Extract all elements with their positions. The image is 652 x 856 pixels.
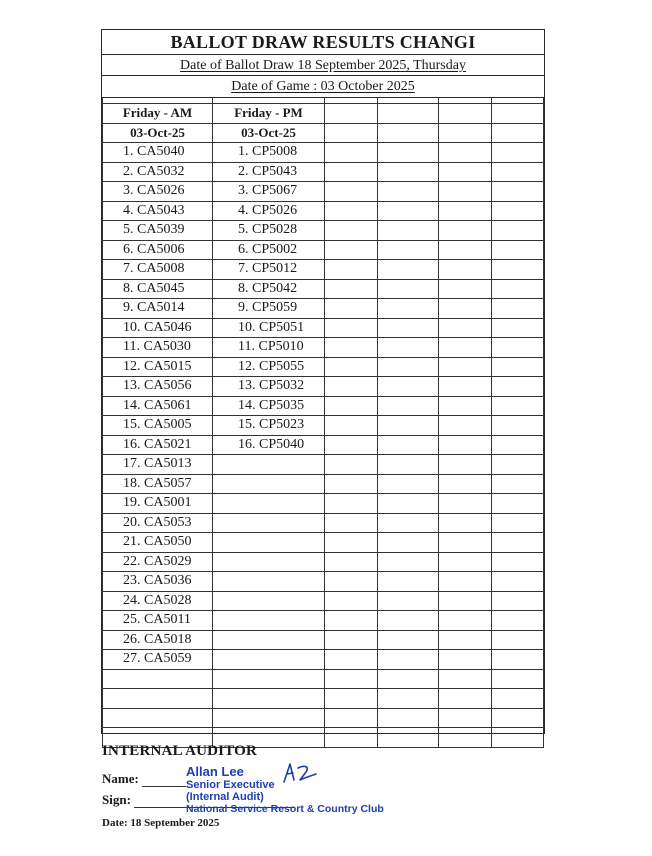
empty-cell [492, 630, 544, 650]
empty-cell [325, 708, 378, 728]
empty-cell [492, 728, 544, 748]
pm-result-cell: 15. CP5023 [213, 416, 325, 436]
pm-result-cell: 3. CP5067 [213, 182, 325, 202]
result-row [103, 318, 544, 338]
result-row [103, 357, 544, 377]
pm-result-cell [213, 513, 325, 533]
table-cell [439, 123, 492, 143]
empty-cell [492, 572, 544, 592]
am-result-cell: 5. CA5039 [103, 221, 213, 241]
stamp-department: (Internal Audit) [186, 791, 264, 803]
empty-cell [378, 689, 439, 709]
am-result-cell: 12. CA5015 [103, 357, 213, 377]
empty-cell [492, 513, 544, 533]
empty-cell [378, 201, 439, 221]
empty-cell [439, 201, 492, 221]
empty-cell [492, 650, 544, 670]
empty-cell [325, 455, 378, 475]
empty-cell [492, 533, 544, 553]
auditor-heading: INTERNAL AUDITOR [102, 743, 258, 759]
pm-result-cell [213, 611, 325, 631]
pm-result-cell [213, 689, 325, 709]
empty-cell [378, 474, 439, 494]
empty-cell [492, 416, 544, 436]
am-result-cell: 7. CA5008 [103, 260, 213, 280]
stamp-name: Allan Lee [186, 764, 244, 779]
empty-cell [492, 260, 544, 280]
empty-cell [439, 357, 492, 377]
empty-cell [492, 611, 544, 631]
empty-cell [439, 474, 492, 494]
pm-result-cell [213, 474, 325, 494]
result-row [103, 591, 544, 611]
result-row [103, 630, 544, 650]
empty-cell [378, 221, 439, 241]
result-row [103, 650, 544, 670]
pm-result-cell: 7. CP5012 [213, 260, 325, 280]
empty-cell [492, 338, 544, 358]
empty-cell [492, 455, 544, 475]
table-cell [492, 123, 544, 143]
am-result-cell: 20. CA5053 [103, 513, 213, 533]
result-row [103, 669, 544, 689]
empty-cell [492, 435, 544, 455]
empty-cell [325, 396, 378, 416]
empty-cell [325, 143, 378, 163]
am-result-cell: 4. CA5043 [103, 201, 213, 221]
session-header-row [103, 104, 544, 124]
am-result-cell: 15. CA5005 [103, 416, 213, 436]
empty-cell [378, 299, 439, 319]
game-date-line [102, 76, 544, 98]
pm-result-cell [213, 494, 325, 514]
pm-result-cell [213, 552, 325, 572]
result-row [103, 260, 544, 280]
empty-cell [439, 143, 492, 163]
result-row [103, 552, 544, 572]
empty-cell [439, 630, 492, 650]
date-header-row [103, 123, 544, 143]
result-row [103, 708, 544, 728]
result-row [103, 240, 544, 260]
empty-cell [325, 630, 378, 650]
empty-cell [492, 708, 544, 728]
stamp-title: Senior Executive [186, 779, 275, 791]
empty-cell [492, 377, 544, 397]
pm-session-header: Friday - PM [213, 104, 325, 124]
empty-cell [492, 318, 544, 338]
empty-cell [439, 669, 492, 689]
empty-cell [439, 396, 492, 416]
pm-result-cell [213, 669, 325, 689]
results-table [102, 98, 544, 748]
empty-cell [325, 513, 378, 533]
empty-cell [325, 533, 378, 553]
empty-cell [492, 689, 544, 709]
pm-result-cell [213, 630, 325, 650]
table-cell [492, 104, 544, 124]
empty-cell [378, 708, 439, 728]
pm-result-cell: 16. CP5040 [213, 435, 325, 455]
empty-cell [325, 572, 378, 592]
empty-cell [492, 474, 544, 494]
document-title: BALLOT DRAW RESULTS CHANGI [102, 30, 544, 55]
empty-cell [378, 669, 439, 689]
empty-cell [378, 279, 439, 299]
empty-cell [492, 201, 544, 221]
empty-cell [439, 650, 492, 670]
empty-cell [378, 416, 439, 436]
am-result-cell: 22. CA5029 [103, 552, 213, 572]
empty-cell [325, 377, 378, 397]
result-row [103, 201, 544, 221]
table-cell [325, 123, 378, 143]
empty-cell [325, 416, 378, 436]
empty-cell [439, 416, 492, 436]
empty-cell [439, 611, 492, 631]
pm-date-header: 03-Oct-25 [213, 123, 325, 143]
pm-result-cell: 14. CP5035 [213, 396, 325, 416]
empty-cell [439, 279, 492, 299]
empty-cell [378, 143, 439, 163]
empty-cell [492, 396, 544, 416]
empty-cell [325, 201, 378, 221]
empty-cell [325, 279, 378, 299]
am-result-cell [103, 708, 213, 728]
empty-cell [439, 435, 492, 455]
empty-cell [378, 630, 439, 650]
am-result-cell: 26. CA5018 [103, 630, 213, 650]
empty-cell [325, 162, 378, 182]
empty-cell [325, 357, 378, 377]
result-row [103, 396, 544, 416]
pm-result-cell: 10. CP5051 [213, 318, 325, 338]
empty-cell [439, 240, 492, 260]
am-result-cell: 17. CA5013 [103, 455, 213, 475]
result-row [103, 162, 544, 182]
empty-cell [378, 572, 439, 592]
am-result-cell: 21. CA5050 [103, 533, 213, 553]
game-date-text: Date of Game : 03 October 2025 [231, 79, 415, 94]
pm-result-cell: 9. CP5059 [213, 299, 325, 319]
result-row [103, 221, 544, 241]
am-result-cell: 10. CA5046 [103, 318, 213, 338]
am-result-cell: 16. CA5021 [103, 435, 213, 455]
am-result-cell: 19. CA5001 [103, 494, 213, 514]
empty-cell [492, 221, 544, 241]
sign-label: Sign: [102, 792, 131, 807]
empty-cell [325, 318, 378, 338]
result-row [103, 299, 544, 319]
empty-cell [378, 162, 439, 182]
result-row [103, 143, 544, 163]
empty-cell [378, 533, 439, 553]
results-table-body [103, 98, 544, 747]
empty-cell [439, 513, 492, 533]
am-result-cell: 27. CA5059 [103, 650, 213, 670]
ballot-results-sheet [101, 29, 545, 734]
empty-cell [439, 689, 492, 709]
empty-cell [378, 455, 439, 475]
result-row [103, 572, 544, 592]
am-result-cell: 24. CA5028 [103, 591, 213, 611]
empty-cell [378, 650, 439, 670]
pm-result-cell [213, 708, 325, 728]
empty-cell [439, 338, 492, 358]
empty-cell [325, 669, 378, 689]
am-date-header: 03-Oct-25 [103, 123, 213, 143]
empty-cell [492, 669, 544, 689]
am-result-cell: 23. CA5036 [103, 572, 213, 592]
empty-cell [492, 494, 544, 514]
draw-date-line [102, 55, 544, 76]
empty-cell [492, 552, 544, 572]
am-result-cell [103, 689, 213, 709]
empty-cell [378, 513, 439, 533]
pm-result-cell: 1. CP5008 [213, 143, 325, 163]
draw-date-text: Date of Ballot Draw 18 September 2025, Thursday [180, 58, 466, 73]
pm-result-cell: 11. CP5010 [213, 338, 325, 358]
am-result-cell: 13. CA5056 [103, 377, 213, 397]
result-row [103, 513, 544, 533]
empty-cell [325, 299, 378, 319]
name-blank-line [142, 786, 186, 787]
empty-cell [439, 533, 492, 553]
pm-result-cell: 8. CP5042 [213, 279, 325, 299]
empty-cell [325, 552, 378, 572]
result-row [103, 435, 544, 455]
empty-cell [325, 689, 378, 709]
am-result-cell [103, 669, 213, 689]
am-result-cell: 3. CA5026 [103, 182, 213, 202]
empty-cell [439, 260, 492, 280]
empty-cell [492, 162, 544, 182]
empty-cell [492, 143, 544, 163]
am-result-cell: 18. CA5057 [103, 474, 213, 494]
am-result-cell: 9. CA5014 [103, 299, 213, 319]
result-row [103, 377, 544, 397]
am-result-cell: 25. CA5011 [103, 611, 213, 631]
result-row [103, 455, 544, 475]
am-result-cell: 1. CA5040 [103, 143, 213, 163]
result-row [103, 689, 544, 709]
empty-cell [439, 494, 492, 514]
pm-result-cell [213, 650, 325, 670]
result-row [103, 474, 544, 494]
empty-cell [439, 572, 492, 592]
am-result-cell: 6. CA5006 [103, 240, 213, 260]
result-row [103, 182, 544, 202]
empty-cell [378, 357, 439, 377]
am-session-header: Friday - AM [103, 104, 213, 124]
empty-cell [378, 377, 439, 397]
name-label: Name: [102, 771, 139, 786]
empty-cell [325, 650, 378, 670]
empty-cell [325, 338, 378, 358]
pm-result-cell [213, 591, 325, 611]
table-cell [378, 104, 439, 124]
stamp-organization: National Service Resort & Country Club [186, 803, 384, 815]
empty-cell [492, 299, 544, 319]
empty-cell [378, 182, 439, 202]
pm-result-cell [213, 572, 325, 592]
empty-cell [325, 435, 378, 455]
empty-cell [439, 455, 492, 475]
empty-cell [492, 357, 544, 377]
empty-cell [325, 260, 378, 280]
am-result-cell: 14. CA5061 [103, 396, 213, 416]
empty-cell [378, 338, 439, 358]
empty-cell [439, 377, 492, 397]
table-cell [378, 123, 439, 143]
am-result-cell: 11. CA5030 [103, 338, 213, 358]
empty-cell [378, 435, 439, 455]
empty-cell [378, 318, 439, 338]
result-row [103, 416, 544, 436]
empty-cell [378, 494, 439, 514]
empty-cell [439, 221, 492, 241]
empty-cell [378, 396, 439, 416]
table-cell [325, 104, 378, 124]
pm-result-cell [213, 455, 325, 475]
result-row [103, 279, 544, 299]
empty-cell [378, 552, 439, 572]
empty-cell [325, 240, 378, 260]
results-grid-wrapper [102, 98, 544, 748]
empty-cell [378, 240, 439, 260]
pm-result-cell: 2. CP5043 [213, 162, 325, 182]
am-result-cell: 8. CA5045 [103, 279, 213, 299]
empty-cell [378, 260, 439, 280]
pm-result-cell: 4. CP5026 [213, 201, 325, 221]
empty-cell [325, 494, 378, 514]
pm-result-cell: 12. CP5055 [213, 357, 325, 377]
empty-cell [492, 240, 544, 260]
pm-result-cell [213, 533, 325, 553]
pm-result-cell: 6. CP5002 [213, 240, 325, 260]
result-row [103, 611, 544, 631]
auditor-name-line [102, 771, 186, 787]
signature-initials [280, 760, 320, 786]
empty-cell [439, 162, 492, 182]
empty-cell [378, 591, 439, 611]
empty-cell [325, 221, 378, 241]
empty-cell [325, 182, 378, 202]
result-row [103, 533, 544, 553]
empty-cell [439, 318, 492, 338]
empty-cell [325, 591, 378, 611]
pm-result-cell: 5. CP5028 [213, 221, 325, 241]
result-row [103, 338, 544, 358]
am-result-cell: 2. CA5032 [103, 162, 213, 182]
empty-cell [378, 611, 439, 631]
empty-cell [492, 182, 544, 202]
empty-cell [439, 299, 492, 319]
result-row [103, 494, 544, 514]
audit-date: Date: 18 September 2025 [102, 817, 220, 829]
empty-cell [439, 708, 492, 728]
empty-cell [325, 611, 378, 631]
empty-cell [492, 591, 544, 611]
empty-cell [492, 279, 544, 299]
table-cell [439, 104, 492, 124]
empty-cell [439, 182, 492, 202]
pm-result-cell: 13. CP5032 [213, 377, 325, 397]
empty-cell [439, 552, 492, 572]
empty-cell [325, 474, 378, 494]
empty-cell [439, 591, 492, 611]
